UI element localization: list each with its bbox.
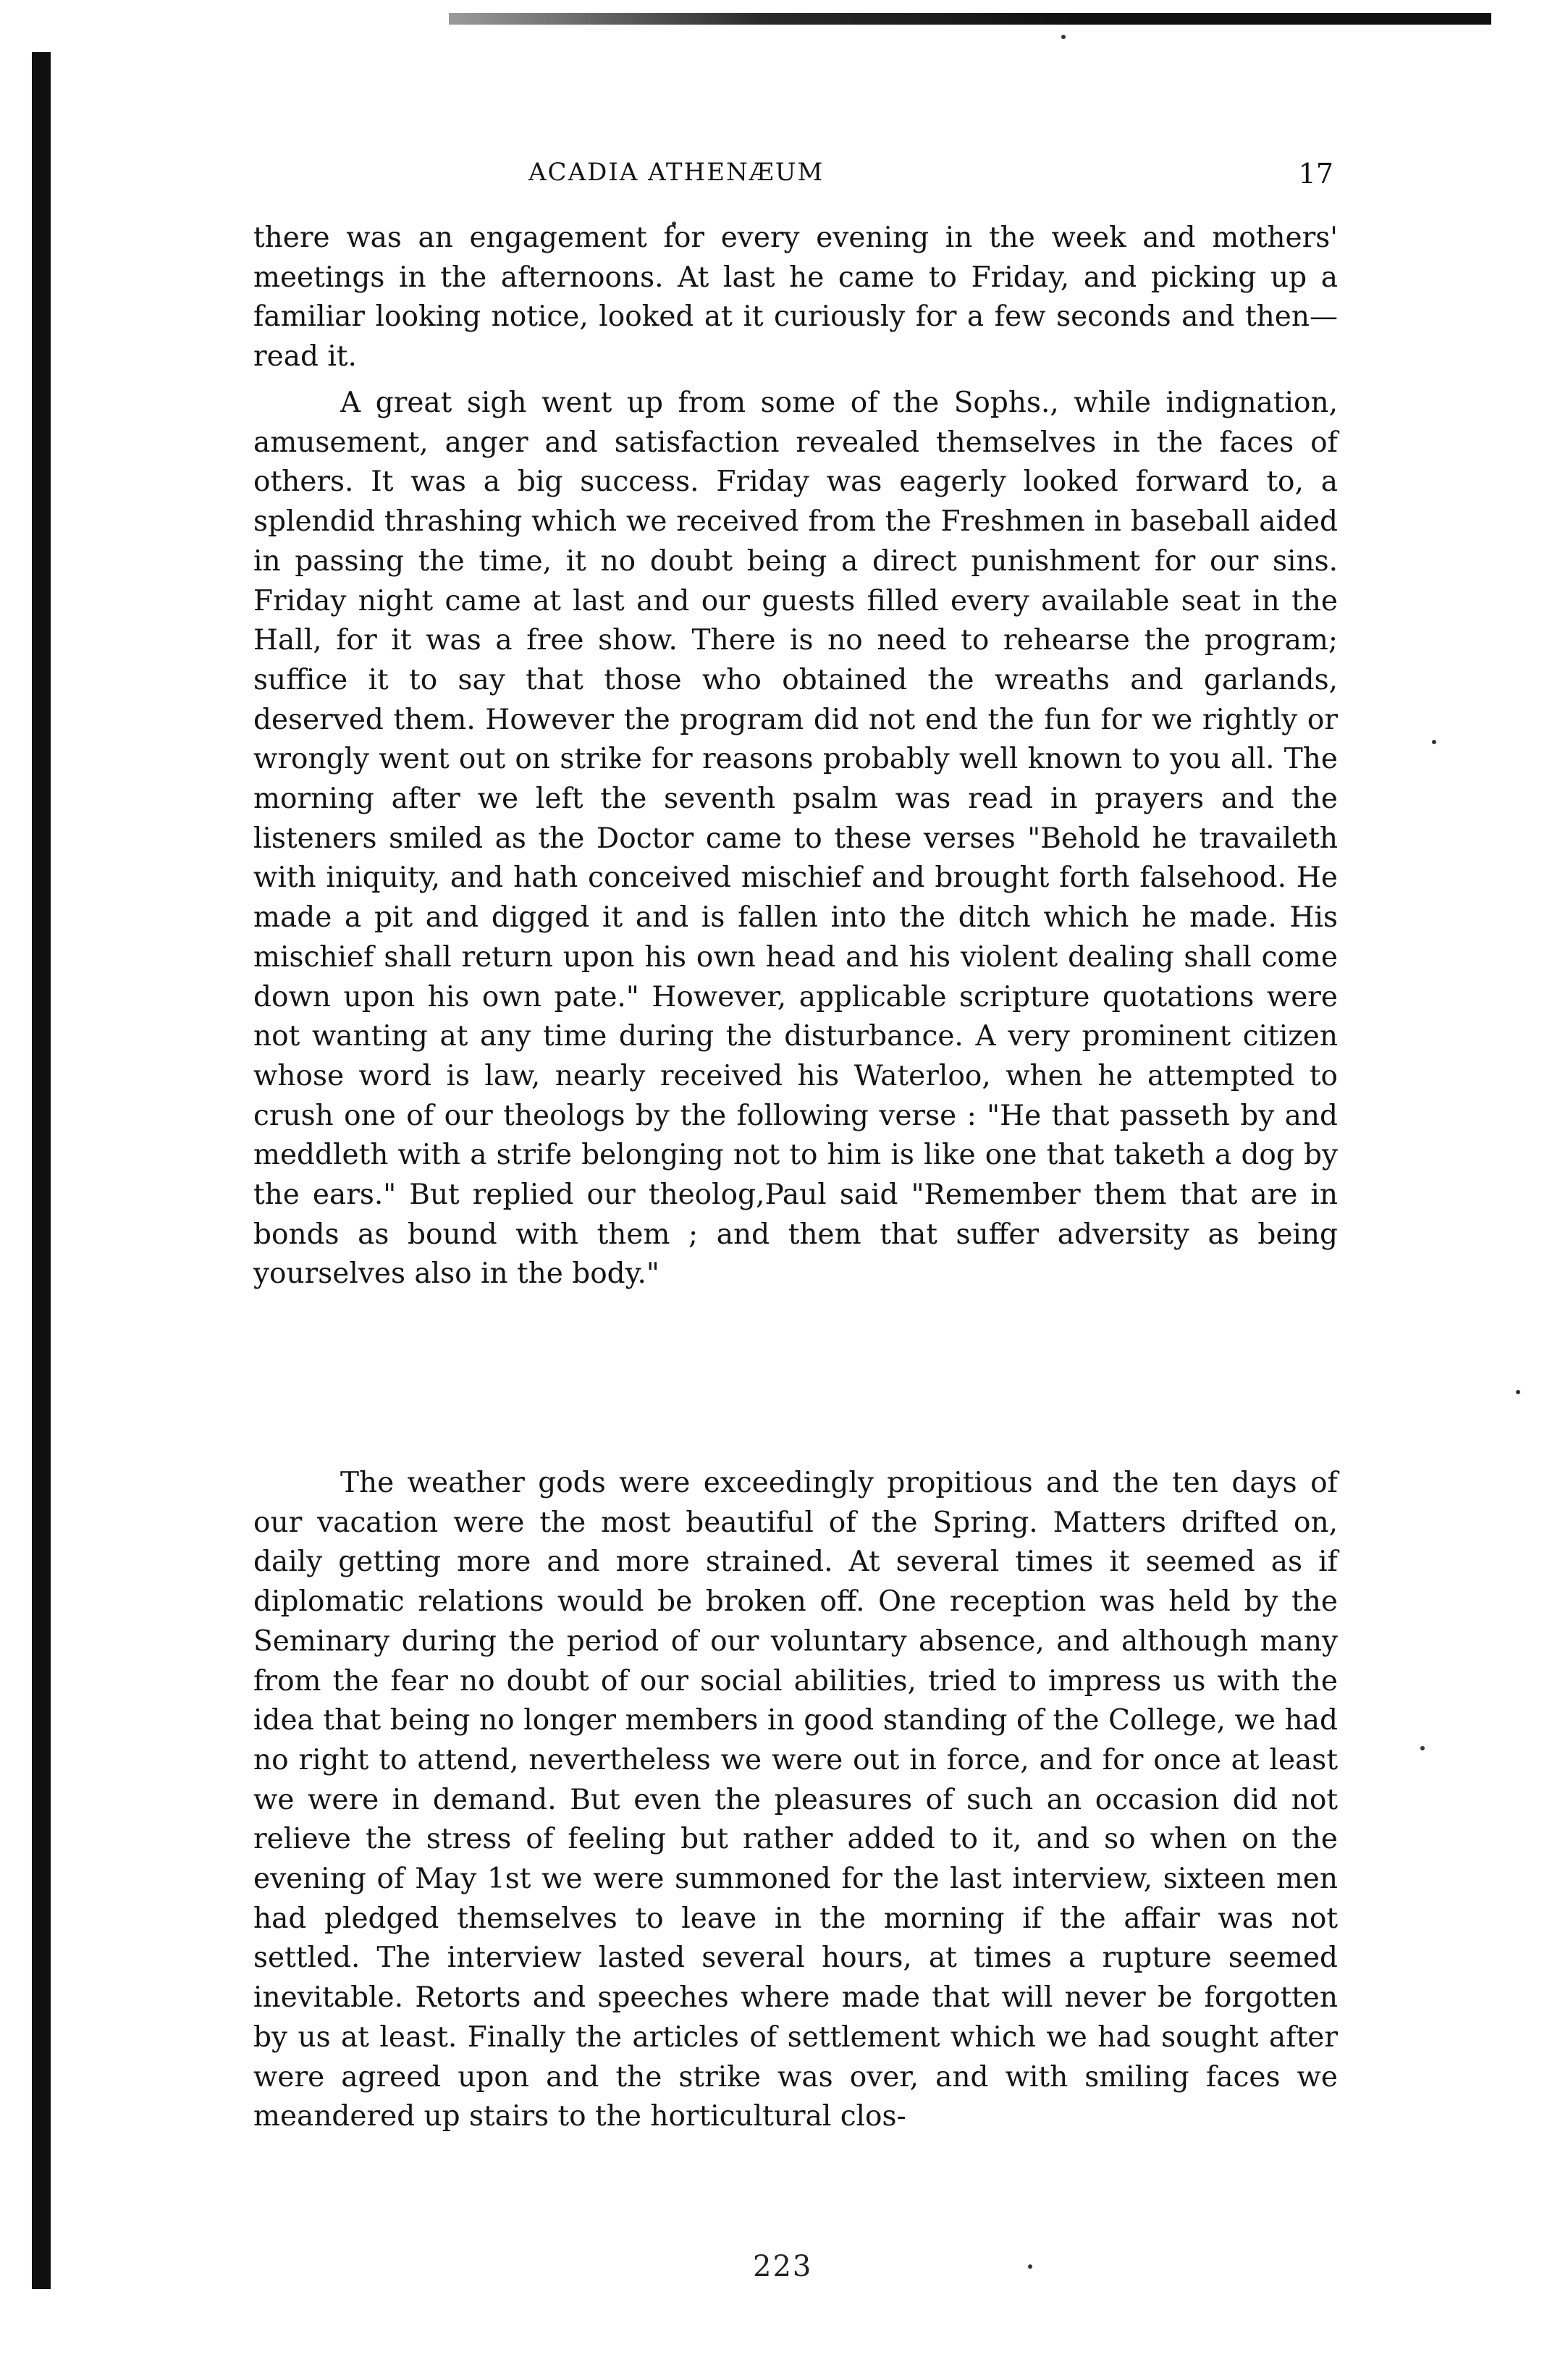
page-number: 17 — [1298, 158, 1333, 190]
ink-speck — [1028, 2264, 1032, 2269]
running-header — [521, 158, 1332, 201]
journal-title: ACADIA ATHENÆUM — [528, 158, 825, 187]
ink-speck — [1420, 1746, 1425, 1750]
ink-speck — [1516, 1390, 1520, 1394]
folio-number: 223 — [753, 2250, 813, 2283]
paragraph-sophs-strike: A great sigh went up from some of the Sophs., while indignation, amusement, anger and satisfaction revealed themselves in the faces of others. It was a big success. Friday was eagerly looked forward to, a splendid thrashing which we received from the Freshmen in baseball aided in passing the time, it no doubt being a direct punishment for our sins. Friday night came at last and our guests filled every available seat in the Hall, for it was a free show. There is no need to rehearse the program; suffice it to say that those who obtained the wreaths and garlands, deserved them. However the program did not end the fun for we rightly or wrongly went out on strike for reasons probably well known to you all. The morning after we left the seventh psalm was read in prayers and the listeners smiled as the Doctor came to these verses "Behold he travaileth with iniquity, and hath conceived mischief and brought forth falsehood. He made a pit and digged it and is fallen into the ditch which he made. His mischief shall return upon his own head and his violent dealing shall come down upon his own pate." However, applicable scripture quotations were not wanting at any time during the disturbance. A very prominent citizen whose word is law, nearly received his Waterloo, when he attempted to crush one of our theologs by the following verse : "He that passeth by and meddleth with a strife belonging not to him is like one that taketh a dog by the ears." But replied our theolog,Paul said "Remember them that are in bonds as bound with them ; and them that suffer adversity as being yourselves also in the body." — [253, 387, 1338, 1291]
ink-speck — [1432, 740, 1436, 744]
paragraph-continuation: there was an engagement for every evening in the week and mothers' meetings in the afternoons. At last he came to Friday, and picking up a familiar looking notice, looked at it curiously for a few seconds and then—read it. — [253, 222, 1338, 374]
left-binding-edge — [32, 52, 51, 2289]
top-rule — [449, 13, 1491, 25]
ink-speck — [1061, 35, 1066, 39]
paragraph-vacation: The weather gods were exceedingly propitious and the ten days of our vacation were the most beautiful of the Spring. Matters drifted on, daily getting more and more strained. At several times it seemed as if diplomatic relations would be broken off. One reception was held by the Seminary during the period of our voluntary absence, and although many from the fear no doubt of our social abilities, tried to impress us with the idea that being no longer members in good standing of the College, we had no right to attend, nevertheless we were out in force, and for once at least we were in demand. But even the pleasures of such an occasion did not relieve the stress of feeling but rather added to it, and so when on the evening of May 1st we were summoned for the last interview, sixteen men had pledged themselves to leave in the morning if the affair was not settled. The interview lasted several hours, at times a rupture seemed inevitable. Retorts and speeches where made that will never be forgotten by us at least. Finally the articles of settlement which we had sought after were agreed upon and the strike was over, and with smiling faces we meandered up stairs to the horticultural clos- — [253, 1467, 1338, 2133]
